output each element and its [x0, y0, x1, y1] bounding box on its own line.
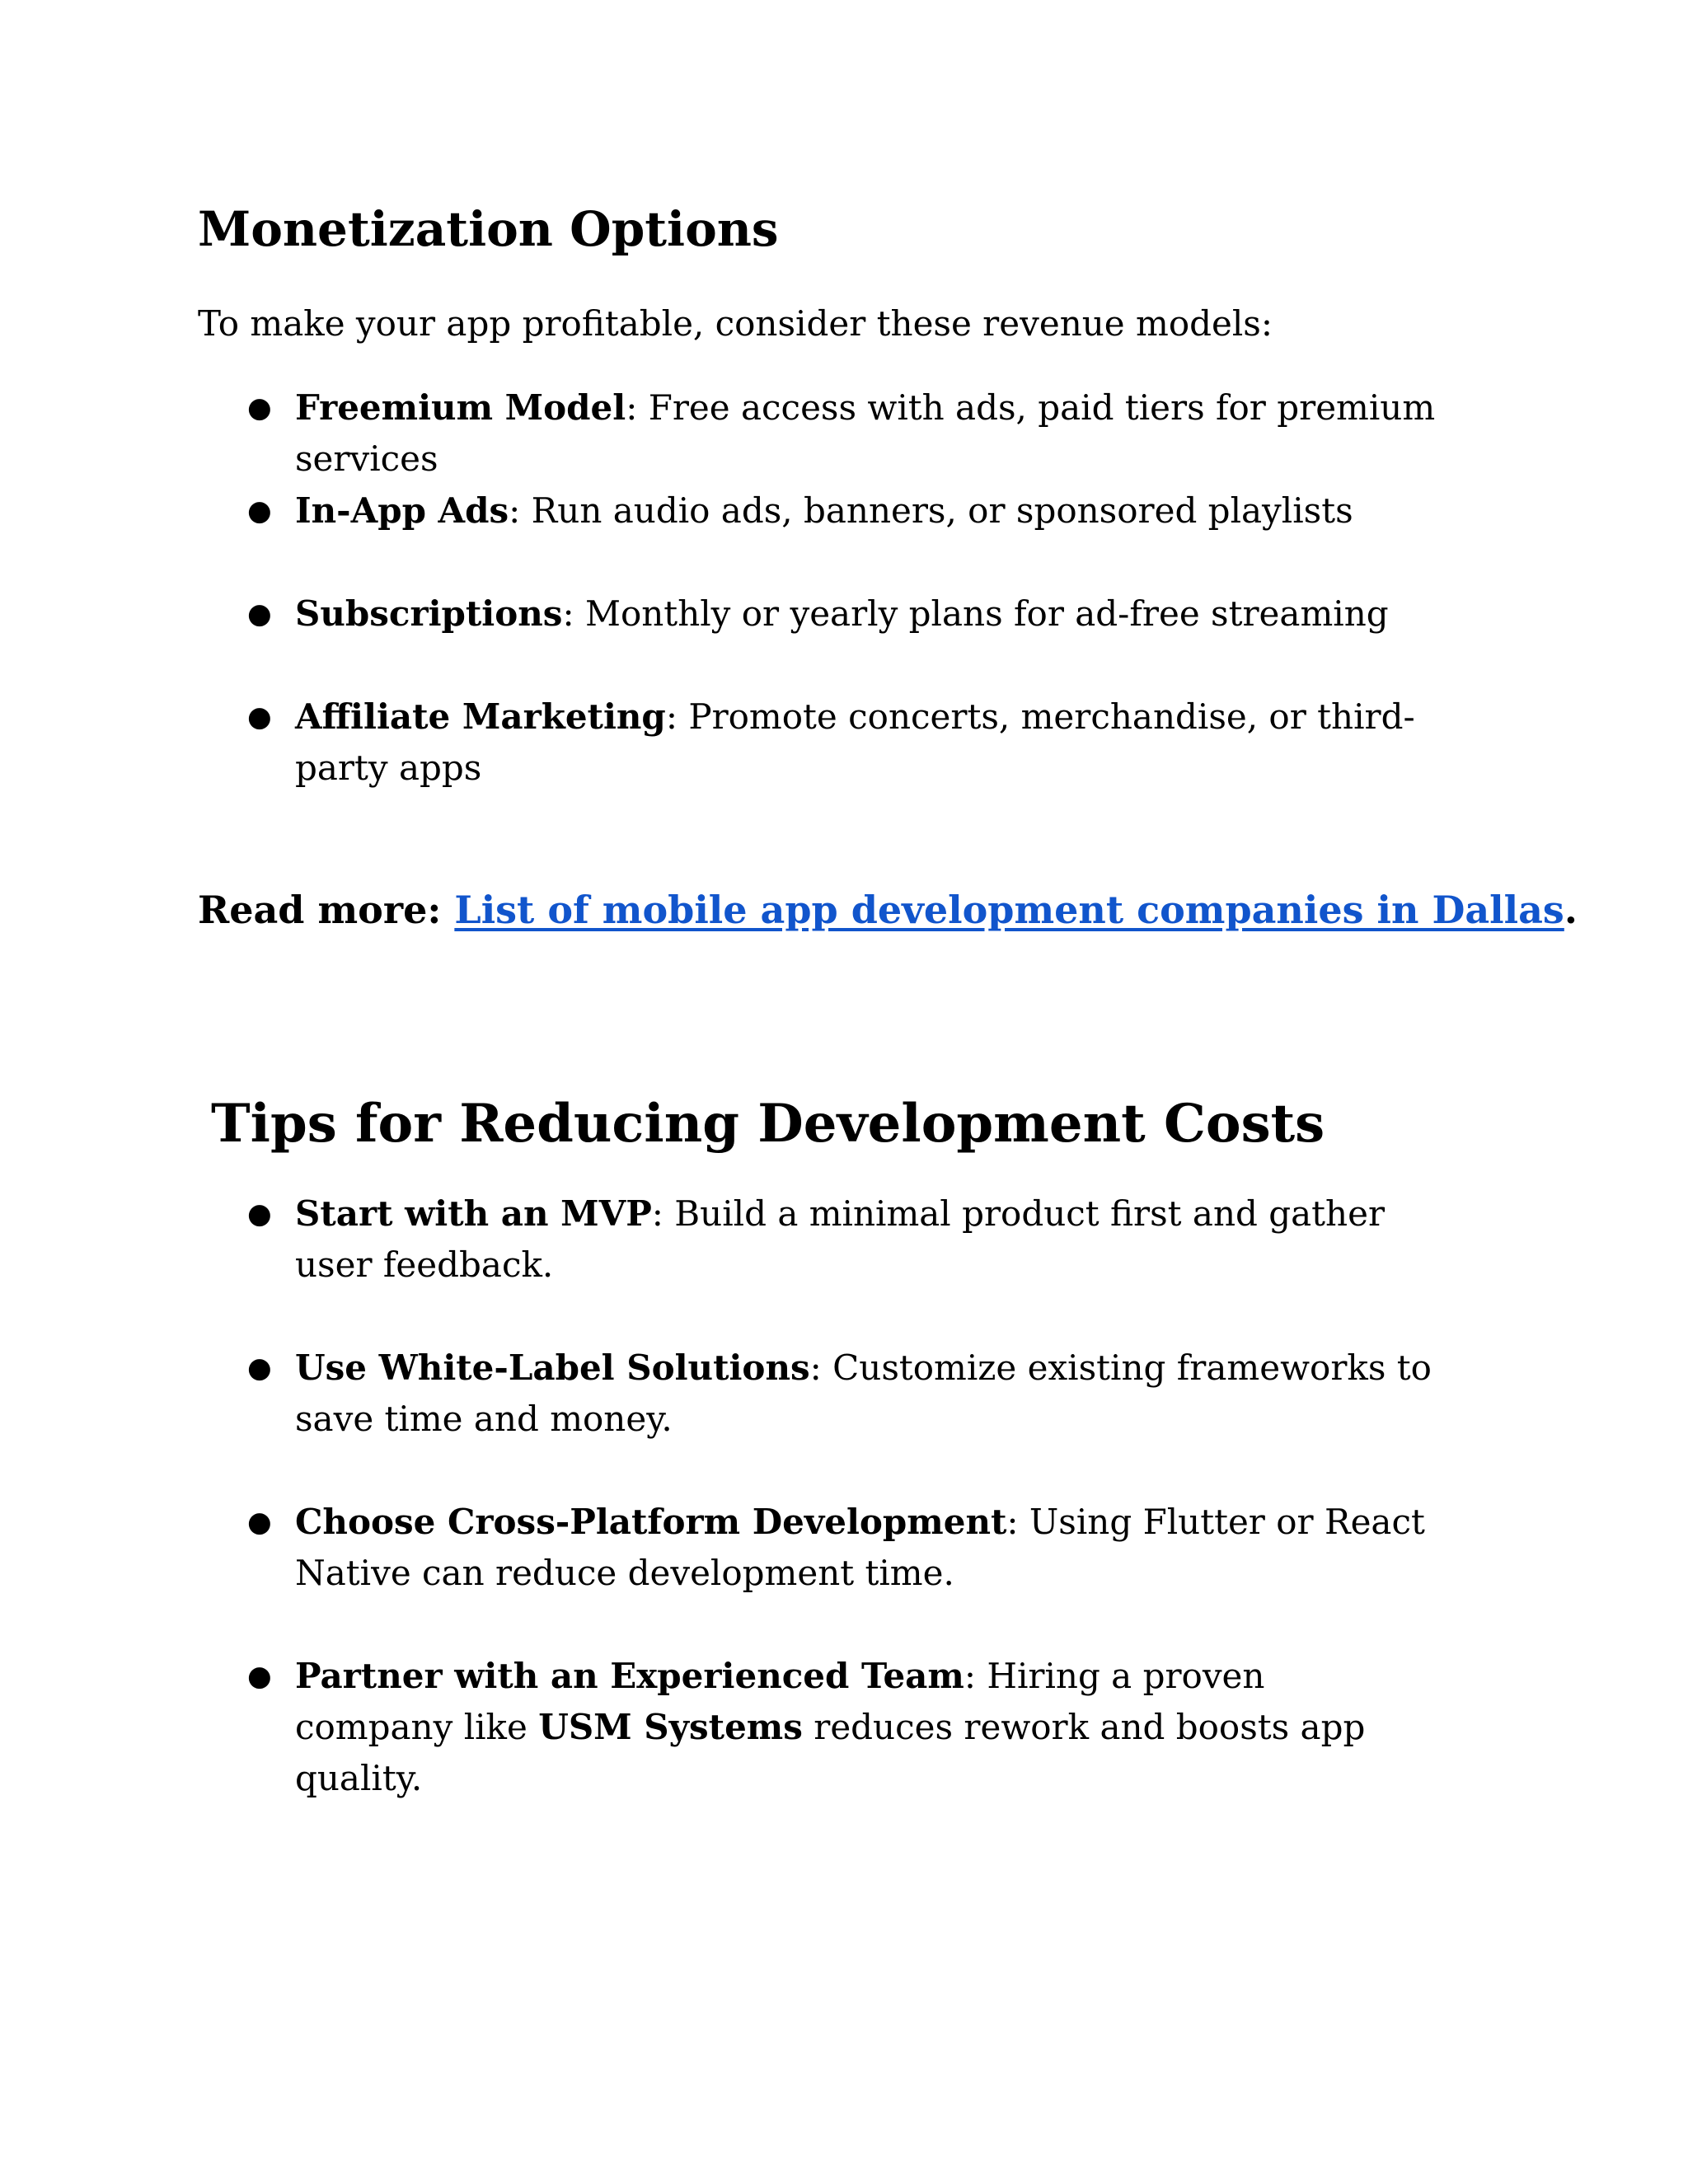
bullet-icon: ● [247, 391, 272, 424]
list-item-text-continued: reduces rework and boosts app quality. [295, 1707, 1366, 1798]
list-item [247, 588, 1498, 640]
section-heading-tips: Tips for Reducing Development Costs [211, 1093, 1325, 1155]
read-more-line [198, 882, 1578, 938]
list-item [247, 1651, 1432, 1804]
list-item-text: : Customize existing frameworks to save time and money. [295, 1347, 1432, 1439]
list-item-term: Subscriptions [295, 593, 563, 634]
bullet-icon: ● [247, 1352, 272, 1385]
list-item-text: : Promote concerts, merchandise, or third-party apps [295, 696, 1415, 788]
list-item-company: USM Systems [538, 1707, 803, 1747]
bullet-icon: ● [247, 1197, 272, 1230]
bullet-icon: ● [247, 1506, 272, 1539]
list-item-term: Start with an MVP [295, 1193, 652, 1234]
list-item-term: Partner with an Experienced Team [295, 1656, 964, 1696]
list-item-text: : Monthly or yearly plans for ad-free streaming [562, 593, 1389, 634]
bullet-icon: ● [247, 1660, 272, 1693]
list-item [247, 691, 1441, 794]
bullet-icon: ● [247, 701, 272, 733]
list-item-text: : Hiring a proven company like [295, 1656, 1265, 1747]
list-item-term: In-App Ads [295, 490, 509, 531]
list-item-text: : Using Flutter or React Native can reduce development time. [295, 1502, 1425, 1593]
list-item [247, 1343, 1441, 1445]
read-more-link[interactable]: List of mobile app development companies in Dallas [454, 888, 1564, 932]
read-more-suffix: . [1564, 888, 1578, 932]
bullet-icon: ● [247, 598, 272, 630]
list-item-text: : Free access with ads, paid tiers for premium services [295, 387, 1436, 479]
list-item-term: Affiliate Marketing [295, 696, 666, 737]
list-item [247, 1188, 1391, 1291]
monetization-intro: To make your app profitable, consider these revenue models: [198, 303, 1273, 344]
list-item-term: Use White-Label Solutions [295, 1347, 810, 1388]
read-more-label: Read more: [198, 888, 455, 932]
list-item [247, 485, 1498, 537]
section-heading-monetization: Monetization Options [198, 201, 779, 257]
list-item [247, 1497, 1457, 1599]
bullet-icon: ● [247, 494, 272, 527]
list-item-term: Choose Cross-Platform Development [295, 1502, 1007, 1542]
list-item-text: : Build a minimal product first and gather user feedback. [295, 1193, 1386, 1285]
list-item-term: Freemium Model [295, 387, 626, 428]
list-item-text: : Run audio ads, banners, or sponsored playlists [509, 490, 1353, 531]
list-item [247, 382, 1498, 485]
